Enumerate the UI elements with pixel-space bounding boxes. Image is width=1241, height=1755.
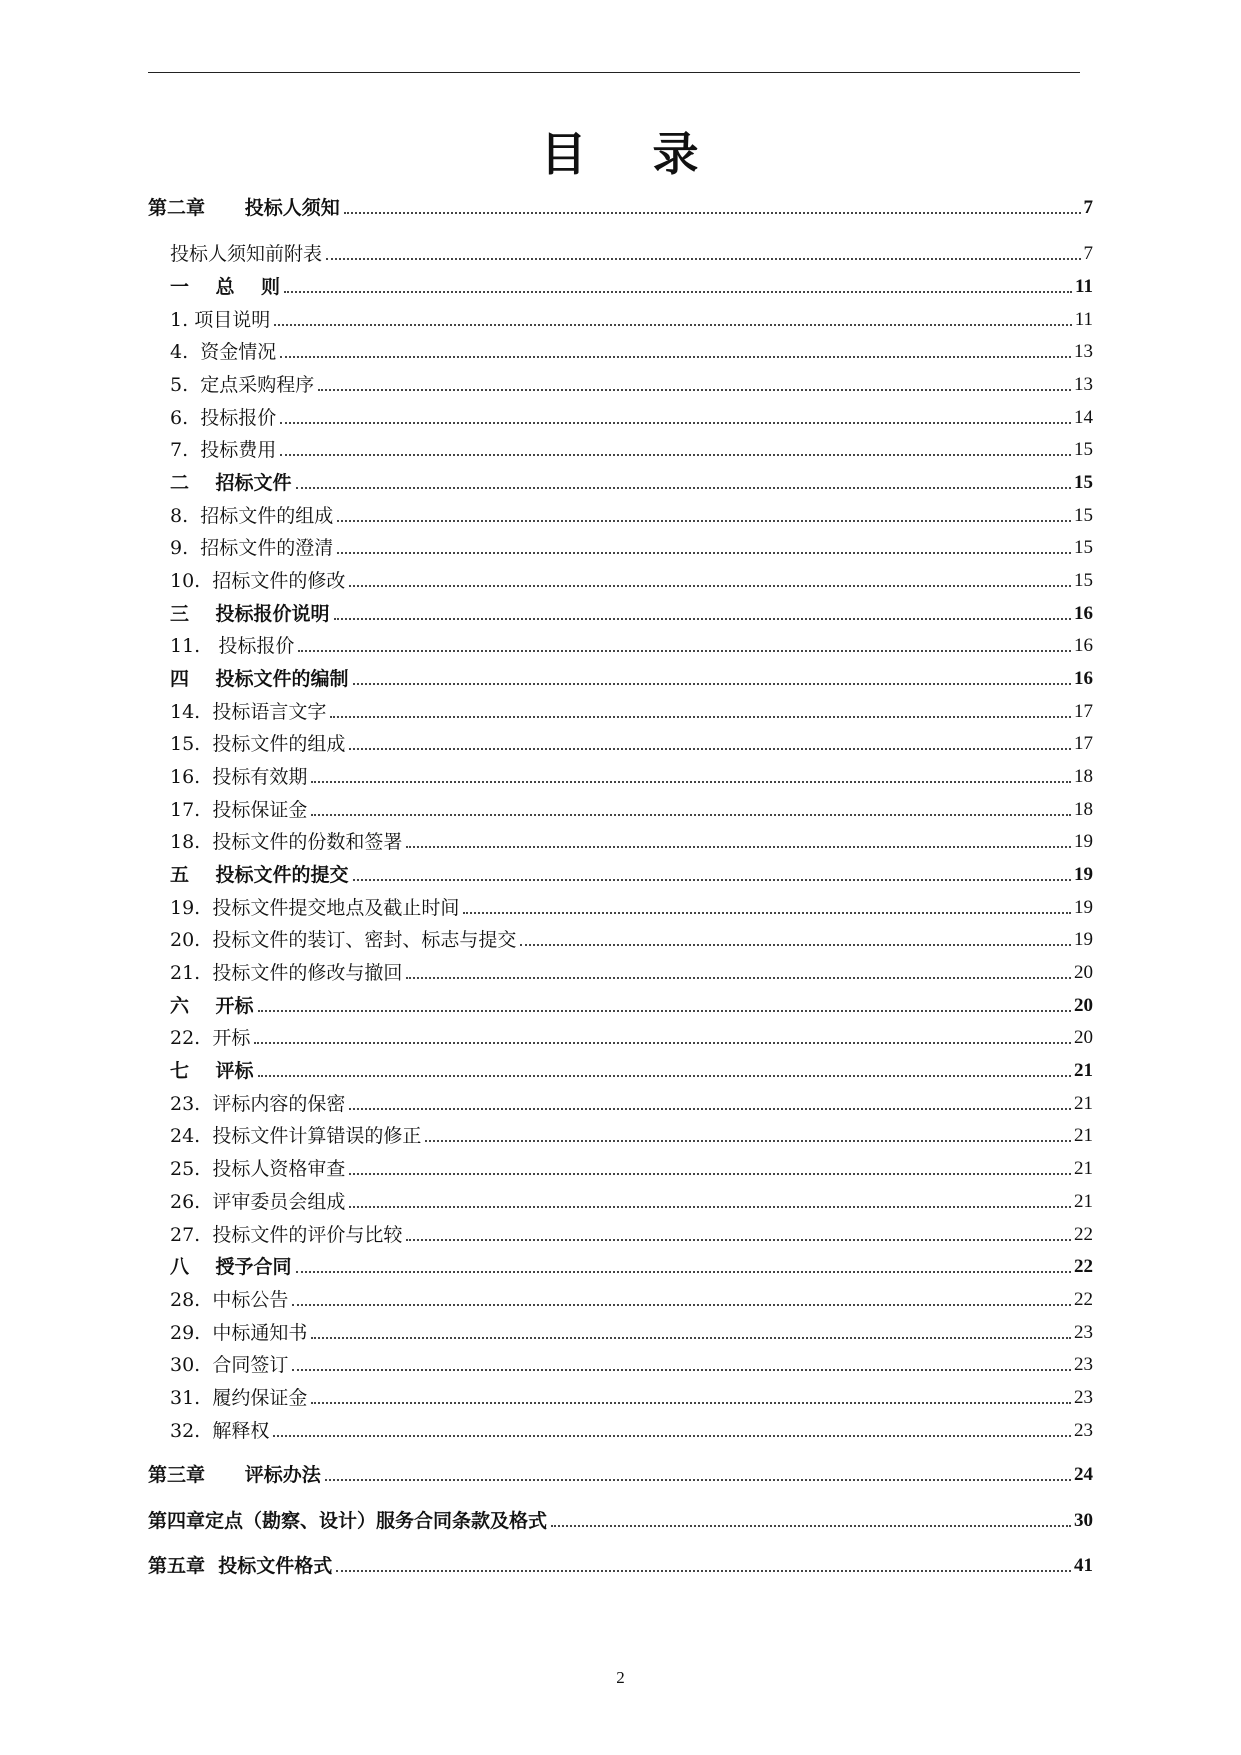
toc-entry[interactable] bbox=[170, 435, 1093, 461]
toc-entry[interactable] bbox=[170, 272, 1093, 298]
toc-entry-title: 投标文件的组成 bbox=[212, 733, 346, 755]
toc-entry-gap bbox=[200, 799, 212, 821]
toc-entry-title: 评审委员会组成 bbox=[212, 1191, 346, 1213]
toc-entry-title: 开标 bbox=[215, 995, 254, 1017]
toc-entry-number: 七 bbox=[170, 1060, 190, 1082]
toc-entry-title: 资金情况 bbox=[200, 341, 277, 363]
toc-entry[interactable] bbox=[148, 1506, 1093, 1532]
toc-entry[interactable] bbox=[170, 501, 1093, 527]
toc-entry-number: 17. bbox=[170, 799, 201, 821]
toc-entry[interactable] bbox=[170, 1154, 1093, 1180]
toc-entry-number: 16. bbox=[170, 766, 201, 788]
toc-entry[interactable] bbox=[170, 664, 1093, 690]
toc-entry-title: 投标报价 bbox=[200, 407, 277, 429]
toc-dot-leader bbox=[337, 552, 1071, 554]
toc-entry-page: 14 bbox=[1074, 407, 1093, 428]
toc-dot-leader bbox=[311, 814, 1071, 816]
toc-entry-number: 21. bbox=[170, 962, 201, 984]
toc-entry-gap bbox=[188, 505, 200, 527]
toc-entry-title: 项目说明 bbox=[194, 309, 271, 331]
toc-entry-gap bbox=[200, 1322, 212, 1344]
toc-entry-gap bbox=[189, 1256, 215, 1278]
toc-entry-title: 投标文件的装订、密封、标志与提交 bbox=[212, 929, 517, 951]
toc-entry-title: 投标文件的修改与撤回 bbox=[212, 962, 403, 984]
toc-entry-number: 29. bbox=[170, 1322, 201, 1344]
toc-dot-leader bbox=[280, 356, 1071, 358]
toc-entry-page: 21 bbox=[1074, 1191, 1093, 1212]
toc-entry-page: 17 bbox=[1074, 733, 1093, 754]
toc-dot-leader bbox=[349, 748, 1071, 750]
toc-entry-gap bbox=[189, 603, 215, 625]
toc-entry-gap bbox=[200, 1420, 212, 1442]
toc-entry-title: 总 则 bbox=[215, 276, 280, 298]
toc-dot-leader bbox=[292, 1369, 1071, 1371]
page-number: 2 bbox=[616, 1668, 625, 1687]
toc-entry-number: 24. bbox=[170, 1125, 201, 1147]
toc-entry-gap bbox=[200, 962, 212, 984]
toc-dot-leader bbox=[296, 487, 1072, 489]
toc-entry-title: 招标文件的组成 bbox=[200, 505, 334, 527]
toc-dot-leader bbox=[258, 1010, 1072, 1012]
toc-dot-leader bbox=[330, 716, 1071, 718]
toc-entry-title: 评标 bbox=[215, 1060, 254, 1082]
toc-entry-number: 11. bbox=[170, 635, 201, 657]
toc-entry-page: 19 bbox=[1074, 897, 1093, 918]
toc-entry-title: 投标文件的提交 bbox=[215, 864, 349, 886]
header-rule bbox=[148, 72, 1080, 73]
toc-entry-number: 第三章 bbox=[148, 1464, 206, 1486]
toc-dot-leader bbox=[406, 977, 1071, 979]
toc-entry-number: 6. bbox=[170, 407, 189, 429]
toc-dot-leader bbox=[280, 422, 1071, 424]
toc-entry-number: 19. bbox=[170, 897, 201, 919]
toc-entry-gap bbox=[189, 668, 215, 690]
toc-entry-number: 15. bbox=[170, 733, 201, 755]
toc-entry-gap bbox=[200, 570, 212, 592]
toc-entry-page: 20 bbox=[1074, 1027, 1093, 1048]
toc-entry[interactable] bbox=[170, 697, 1093, 723]
toc-entry-number: 1. bbox=[170, 309, 189, 331]
toc-entry-title: 招标文件的澄清 bbox=[200, 537, 334, 559]
toc-entry-title: 投标人资格审查 bbox=[212, 1158, 346, 1180]
toc-entry-page: 16 bbox=[1074, 603, 1093, 624]
toc-dot-leader bbox=[296, 1271, 1072, 1273]
toc-entry[interactable] bbox=[170, 1252, 1093, 1278]
toc-entry-page: 16 bbox=[1074, 668, 1093, 689]
toc-dot-leader bbox=[334, 618, 1072, 620]
toc-entry-number: 8. bbox=[170, 505, 189, 527]
toc-entry-page: 13 bbox=[1074, 374, 1093, 395]
toc-entry[interactable] bbox=[170, 403, 1093, 429]
toc-entry[interactable] bbox=[170, 631, 1093, 657]
toc-entry-title: 开标 bbox=[212, 1027, 251, 1049]
toc-entry-page: 17 bbox=[1074, 701, 1093, 722]
toc-entry-number: 32. bbox=[170, 1420, 201, 1442]
toc-entry-title: 投标语言文字 bbox=[212, 701, 327, 723]
toc-entry-page: 23 bbox=[1074, 1322, 1093, 1343]
toc-entry-page: 24 bbox=[1074, 1464, 1093, 1485]
toc-entry-title: 投标保证金 bbox=[212, 799, 308, 821]
toc-entry-gap bbox=[200, 1289, 212, 1311]
toc-entry-number: 第五章 bbox=[148, 1555, 206, 1577]
toc-entry-number: 第二章 bbox=[148, 197, 206, 219]
toc-title bbox=[0, 118, 1241, 184]
toc-entry-gap bbox=[188, 374, 200, 396]
toc-dot-leader bbox=[325, 1479, 1071, 1481]
toc-entry[interactable] bbox=[170, 468, 1093, 494]
toc-dot-leader bbox=[349, 1108, 1071, 1110]
toc-entry-title: 投标人须知 bbox=[244, 197, 340, 219]
toc-entry-number: 23. bbox=[170, 1093, 201, 1115]
toc-entry-number: 20. bbox=[170, 929, 201, 951]
toc-entry-number: 30. bbox=[170, 1354, 201, 1376]
toc-dot-leader bbox=[280, 454, 1071, 456]
toc-entry-gap bbox=[200, 1027, 212, 1049]
toc-entry-gap bbox=[200, 897, 212, 919]
toc-entry[interactable] bbox=[170, 370, 1093, 396]
toc-entry-gap bbox=[189, 472, 215, 494]
toc-entry-page: 7 bbox=[1083, 243, 1093, 264]
toc-entry-page: 21 bbox=[1074, 1125, 1093, 1146]
toc-entry-number: 27. bbox=[170, 1224, 201, 1246]
toc-entry[interactable] bbox=[170, 729, 1093, 755]
toc-entry-number: 四 bbox=[170, 668, 190, 690]
toc-entry-title: 投标文件的份数和签署 bbox=[212, 831, 403, 853]
toc-entry-number: 4. bbox=[170, 341, 189, 363]
toc-entry-number: 22. bbox=[170, 1027, 201, 1049]
toc-entry-gap bbox=[188, 407, 200, 429]
toc-entry-page: 20 bbox=[1074, 995, 1093, 1016]
toc-entry-title: 授予合同 bbox=[215, 1256, 292, 1278]
toc-dot-leader bbox=[254, 1042, 1071, 1044]
toc-entry[interactable] bbox=[170, 337, 1093, 363]
toc-entry-number: 第四章 bbox=[148, 1510, 206, 1532]
toc-dot-leader bbox=[292, 1304, 1071, 1306]
toc-entry-page: 41 bbox=[1074, 1555, 1093, 1576]
toc-dot-leader bbox=[311, 781, 1071, 783]
toc-entry-title: 定点采购程序 bbox=[200, 374, 315, 396]
toc-dot-leader bbox=[463, 912, 1071, 914]
toc-entry-page: 30 bbox=[1074, 1510, 1093, 1531]
toc-entry-page: 20 bbox=[1074, 962, 1093, 983]
toc-entry-title: 投标文件格式 bbox=[218, 1555, 333, 1577]
toc-entry-number: 25. bbox=[170, 1158, 201, 1180]
toc-entry-title: 招标文件的修改 bbox=[212, 570, 346, 592]
toc-entry-page: 22 bbox=[1074, 1289, 1093, 1310]
toc-entry-gap bbox=[188, 439, 200, 461]
toc-entry-gap bbox=[188, 537, 200, 559]
toc-dot-leader bbox=[349, 1206, 1071, 1208]
toc-dot-leader bbox=[318, 389, 1071, 391]
toc-dot-leader bbox=[336, 1570, 1071, 1572]
toc-dot-leader bbox=[349, 585, 1071, 587]
toc-entry-gap bbox=[188, 341, 200, 363]
toc-entry-page: 23 bbox=[1074, 1420, 1093, 1441]
toc-entry-page: 11 bbox=[1075, 276, 1093, 297]
toc-entry-gap bbox=[200, 1354, 212, 1376]
toc-entry[interactable] bbox=[170, 1220, 1093, 1246]
toc-entry-title: 合同签订 bbox=[212, 1354, 289, 1376]
toc-entry-title: 投标费用 bbox=[200, 439, 277, 461]
toc-entry[interactable] bbox=[170, 991, 1093, 1017]
toc-dot-leader bbox=[258, 1075, 1072, 1077]
toc-entry[interactable] bbox=[170, 827, 1093, 853]
toc-entry[interactable] bbox=[170, 1285, 1093, 1311]
toc-entry[interactable] bbox=[170, 1056, 1093, 1082]
toc-dot-leader bbox=[311, 1337, 1071, 1339]
toc-entry-number: 18. bbox=[170, 831, 201, 853]
toc-entry-gap bbox=[189, 995, 215, 1017]
toc-entry-page: 11 bbox=[1074, 309, 1093, 330]
toc-entry-page: 15 bbox=[1074, 570, 1093, 591]
toc-dot-leader bbox=[353, 683, 1072, 685]
toc-entry[interactable] bbox=[170, 305, 1093, 331]
toc-entry-page: 15 bbox=[1074, 537, 1093, 558]
toc-entry-gap bbox=[205, 197, 245, 219]
toc-dot-leader bbox=[284, 291, 1072, 293]
toc-entry-page: 15 bbox=[1074, 472, 1093, 493]
toc-dot-leader bbox=[274, 324, 1072, 326]
toc-entry-gap bbox=[200, 929, 212, 951]
toc-entry-title: 招标文件 bbox=[215, 472, 292, 494]
toc-entry-gap bbox=[200, 766, 212, 788]
toc-entry[interactable] bbox=[170, 239, 1093, 265]
toc-entry[interactable] bbox=[148, 1460, 1093, 1486]
toc-entry-page: 22 bbox=[1074, 1224, 1093, 1245]
toc-entry-title: 定点（勘察、设计）服务合同条款及格式 bbox=[205, 1510, 548, 1532]
toc-entry-number: 三 bbox=[170, 603, 190, 625]
toc-entry-number: 10. bbox=[170, 570, 201, 592]
toc-entry-gap bbox=[200, 733, 212, 755]
toc-entry-page: 23 bbox=[1074, 1387, 1093, 1408]
toc-entry[interactable] bbox=[170, 1089, 1093, 1115]
toc-dot-leader bbox=[326, 258, 1080, 260]
toc-entry-number: 八 bbox=[170, 1256, 190, 1278]
toc-entry[interactable] bbox=[170, 860, 1093, 886]
toc-entry[interactable] bbox=[170, 1350, 1093, 1376]
toc-entry[interactable] bbox=[170, 599, 1093, 625]
toc-entry-title: 解释权 bbox=[212, 1420, 270, 1442]
toc-entry[interactable] bbox=[170, 1023, 1093, 1049]
toc-entry-title: 投标文件计算错误的修正 bbox=[212, 1125, 422, 1147]
toc-entry[interactable] bbox=[170, 762, 1093, 788]
toc-entry-gap bbox=[200, 1158, 212, 1180]
toc-entry-gap bbox=[189, 864, 215, 886]
toc-title-char-1: 目 bbox=[540, 127, 589, 181]
toc-entry-page: 18 bbox=[1074, 799, 1093, 820]
toc-dot-leader bbox=[298, 650, 1071, 652]
toc-entry[interactable] bbox=[148, 1551, 1093, 1577]
toc-dot-leader bbox=[425, 1140, 1071, 1142]
toc-entry[interactable] bbox=[170, 1416, 1093, 1442]
toc-entry[interactable] bbox=[148, 193, 1093, 219]
toc-dot-leader bbox=[273, 1435, 1071, 1437]
toc-entry-title: 投标文件的编制 bbox=[215, 668, 349, 690]
toc-entry-title: 投标人须知前附表 bbox=[170, 243, 323, 265]
toc-entry-page: 22 bbox=[1074, 1256, 1093, 1277]
toc-entry-gap bbox=[189, 276, 215, 298]
toc-entry-page: 23 bbox=[1074, 1354, 1093, 1375]
toc-dot-leader bbox=[551, 1525, 1071, 1527]
toc-entry-page: 19 bbox=[1074, 864, 1093, 885]
toc-entry[interactable] bbox=[170, 1318, 1093, 1344]
toc-entry-page: 21 bbox=[1074, 1158, 1093, 1179]
toc-entry-title: 评标办法 bbox=[244, 1464, 321, 1486]
toc-entry-gap bbox=[189, 1060, 215, 1082]
toc-entry-title: 中标通知书 bbox=[212, 1322, 308, 1344]
toc-entry-number: 5. bbox=[170, 374, 189, 396]
toc-entry-title: 投标报价 bbox=[218, 635, 295, 657]
toc-entry-title: 投标文件的评价与比较 bbox=[212, 1224, 403, 1246]
toc-entry-page: 21 bbox=[1074, 1060, 1093, 1081]
toc-dot-leader bbox=[520, 944, 1071, 946]
toc-entry-gap bbox=[200, 1125, 212, 1147]
toc-entry-gap bbox=[200, 635, 218, 657]
toc-entry-gap bbox=[200, 1191, 212, 1213]
toc-entry-title: 投标报价说明 bbox=[215, 603, 330, 625]
toc-entry-title: 投标文件提交地点及截止时间 bbox=[212, 897, 460, 919]
toc-dot-leader bbox=[406, 1239, 1071, 1241]
toc-entry-page: 7 bbox=[1083, 197, 1093, 218]
toc-entry-gap bbox=[205, 1464, 245, 1486]
toc-entry-gap bbox=[200, 1224, 212, 1246]
toc-entry-number: 31. bbox=[170, 1387, 201, 1409]
toc-dot-leader bbox=[349, 1173, 1071, 1175]
toc-entry-gap bbox=[200, 701, 212, 723]
toc-entry-gap bbox=[200, 831, 212, 853]
toc-title-char-2: 录 bbox=[652, 127, 701, 181]
toc-dot-leader bbox=[344, 212, 1081, 214]
toc-entry-page: 13 bbox=[1074, 341, 1093, 362]
toc-dot-leader bbox=[406, 846, 1071, 848]
toc-entry[interactable] bbox=[170, 533, 1093, 559]
toc-entry[interactable] bbox=[170, 1121, 1093, 1147]
toc-entry-title: 履约保证金 bbox=[212, 1387, 308, 1409]
toc-entry[interactable] bbox=[170, 893, 1093, 919]
toc-entry-page: 19 bbox=[1074, 929, 1093, 950]
toc-entry-number: 28. bbox=[170, 1289, 201, 1311]
toc-entry-number: 9. bbox=[170, 537, 189, 559]
toc-entry-page: 21 bbox=[1074, 1093, 1093, 1114]
toc-entry-title: 中标公告 bbox=[212, 1289, 289, 1311]
toc-entry-title: 投标有效期 bbox=[212, 766, 308, 788]
toc-entry-number: 一 bbox=[170, 276, 190, 298]
toc-entry-gap bbox=[200, 1387, 212, 1409]
toc-entry[interactable] bbox=[170, 795, 1093, 821]
toc-entry-page: 15 bbox=[1074, 505, 1093, 526]
toc-entry-number: 五 bbox=[170, 864, 190, 886]
toc-entry-number: 7. bbox=[170, 439, 189, 461]
toc-entry-page: 16 bbox=[1074, 635, 1093, 656]
toc-entry-page: 19 bbox=[1074, 831, 1093, 852]
toc-entry-number: 14. bbox=[170, 701, 201, 723]
toc-entry[interactable] bbox=[170, 1187, 1093, 1213]
toc-entry[interactable] bbox=[170, 1383, 1093, 1409]
toc-entry-number: 二 bbox=[170, 472, 190, 494]
toc-entry[interactable] bbox=[170, 566, 1093, 592]
toc-entry-page: 15 bbox=[1074, 439, 1093, 460]
toc-dot-leader bbox=[337, 520, 1071, 522]
toc-dot-leader bbox=[353, 879, 1072, 881]
toc-entry[interactable] bbox=[170, 925, 1093, 951]
toc-entry-number: 26. bbox=[170, 1191, 201, 1213]
toc-entry-number: 六 bbox=[170, 995, 190, 1017]
toc-dot-leader bbox=[311, 1402, 1071, 1404]
toc-entry-gap bbox=[200, 1093, 212, 1115]
toc-entry[interactable] bbox=[170, 958, 1093, 984]
toc-entry-page: 18 bbox=[1074, 766, 1093, 787]
toc-entry-gap bbox=[205, 1555, 218, 1577]
toc-entry-title: 评标内容的保密 bbox=[212, 1093, 346, 1115]
